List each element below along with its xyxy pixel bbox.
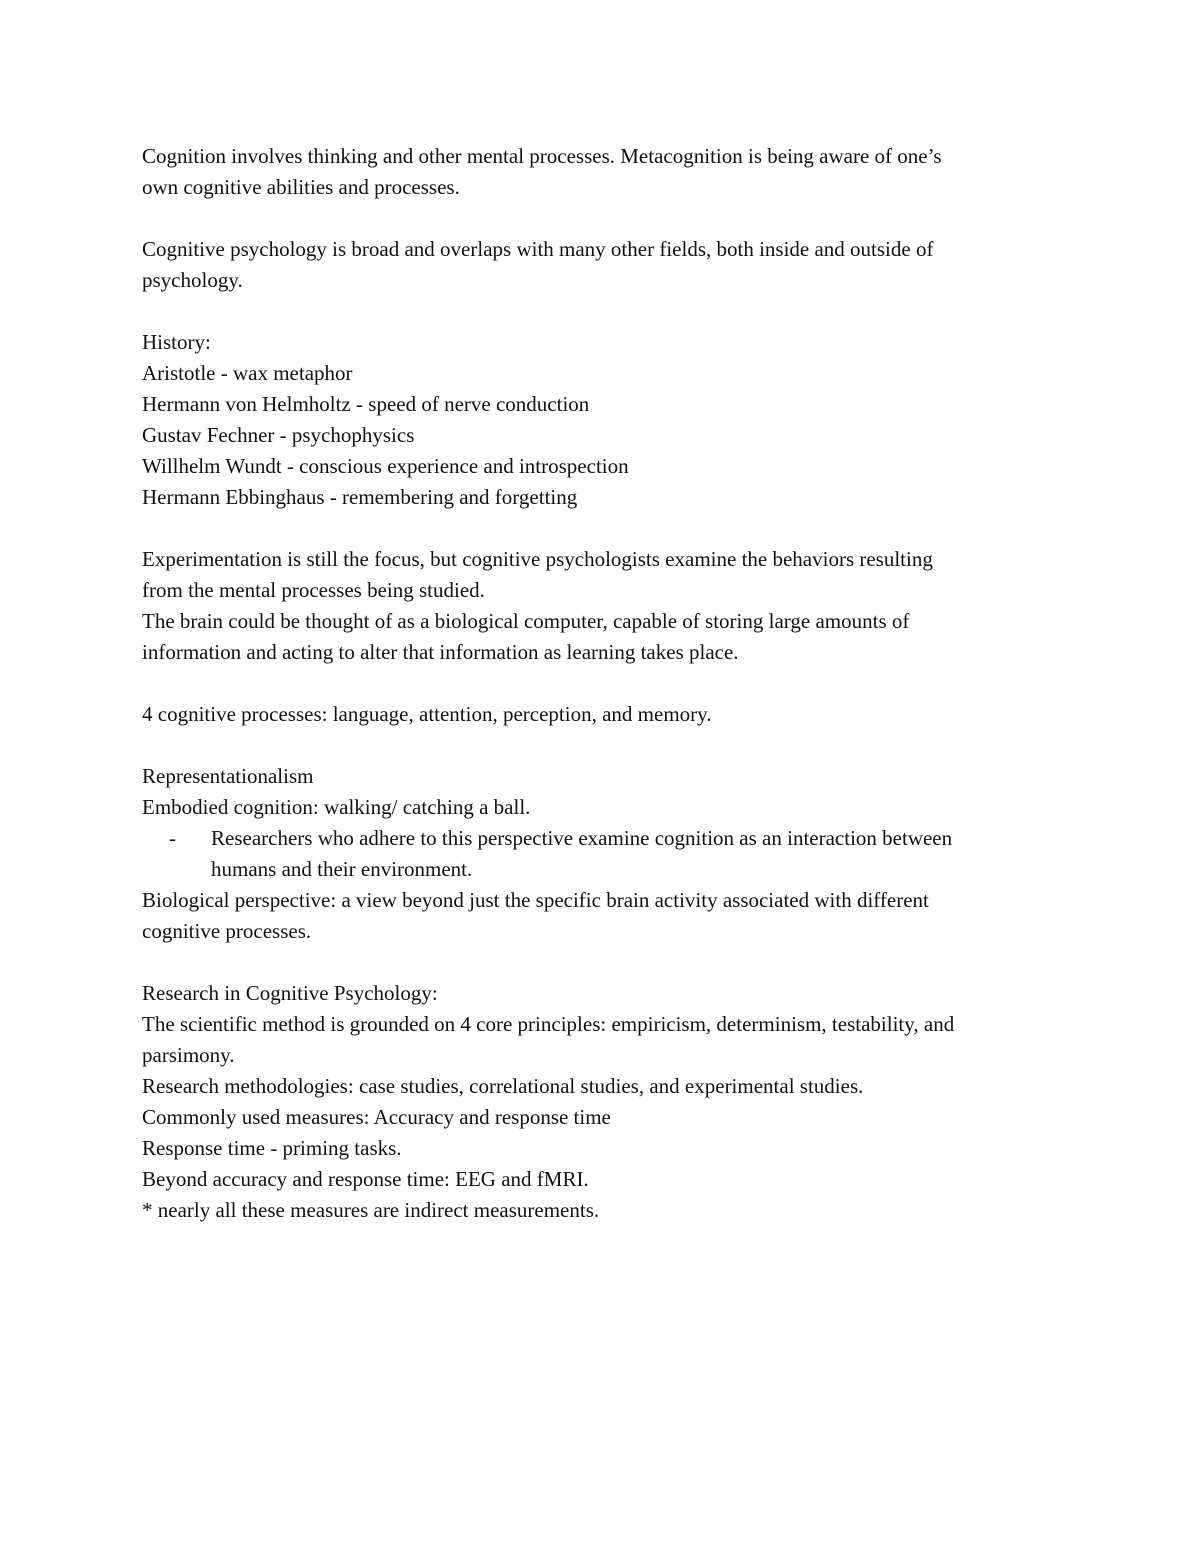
paragraph-gap <box>142 730 1072 761</box>
experimentation-line-2: from the mental processes being studied. <box>142 578 485 602</box>
document-page <box>142 141 1072 1226</box>
experimentation-line-1: Experimentation is still the focus, but cognitive psychologists examine the behaviors resulting <box>142 547 933 571</box>
research-line: Beyond accuracy and response time: EEG and fMRI. <box>142 1167 589 1191</box>
paragraph-gap <box>142 513 1072 544</box>
research-line: Response time - priming tasks. <box>142 1136 402 1160</box>
bullet-line-1: Researchers who adhere to this perspective examine cognition as an interaction between <box>211 826 953 850</box>
experimentation-line-3: The brain could be thought of as a biological computer, capable of storing large amounts of <box>142 609 910 633</box>
research-line: * nearly all these measures are indirect measurements. <box>142 1198 600 1222</box>
history-heading: History: <box>142 330 211 354</box>
biological-line-2: cognitive processes. <box>142 919 312 943</box>
research-line: Commonly used measures: Accuracy and response time <box>142 1105 611 1129</box>
research-line: Research methodologies: case studies, correlational studies, and experimental studies. <box>142 1074 864 1098</box>
processes-line: 4 cognitive processes: language, attention, perception, and memory. <box>142 702 712 726</box>
paragraph-gap <box>142 203 1072 234</box>
history-item: Hermann Ebbinghaus - remembering and forgetting <box>142 485 578 509</box>
intro-line-1: Cognition involves thinking and other mental processes. Metacognition is being aware of one’s <box>142 144 942 168</box>
paragraph-gap <box>142 668 1072 699</box>
bullet-item <box>142 823 1072 885</box>
embodied-cognition-line: Embodied cognition: walking/ catching a ball. <box>142 795 531 819</box>
biological-line-1: Biological perspective: a view beyond just the specific brain activity associated with different <box>142 888 929 912</box>
representationalism-line: Representationalism <box>142 764 314 788</box>
intro-line-2: own cognitive abilities and processes. <box>142 175 460 199</box>
history-item: Aristotle - wax metaphor <box>142 361 353 385</box>
history-item: Willhelm Wundt - conscious experience and introspection <box>142 454 629 478</box>
dash-bullet-icon: - <box>169 826 176 850</box>
research-heading: Research in Cognitive Psychology: <box>142 981 438 1005</box>
experimentation-line-4: information and acting to alter that information as learning takes place. <box>142 640 739 664</box>
overview-line-1: Cognitive psychology is broad and overlaps with many other fields, both inside and outside of <box>142 237 934 261</box>
overview-line-2: psychology. <box>142 268 243 292</box>
history-item: Hermann von Helmholtz - speed of nerve conduction <box>142 392 590 416</box>
paragraph-gap <box>142 296 1072 327</box>
bullet-line-2: humans and their environment. <box>211 857 473 881</box>
research-line: The scientific method is grounded on 4 core principles: empiricism, determinism, testability, and <box>142 1012 955 1036</box>
paragraph-gap <box>142 947 1072 978</box>
history-item: Gustav Fechner - psychophysics <box>142 423 415 447</box>
research-line: parsimony. <box>142 1043 235 1067</box>
